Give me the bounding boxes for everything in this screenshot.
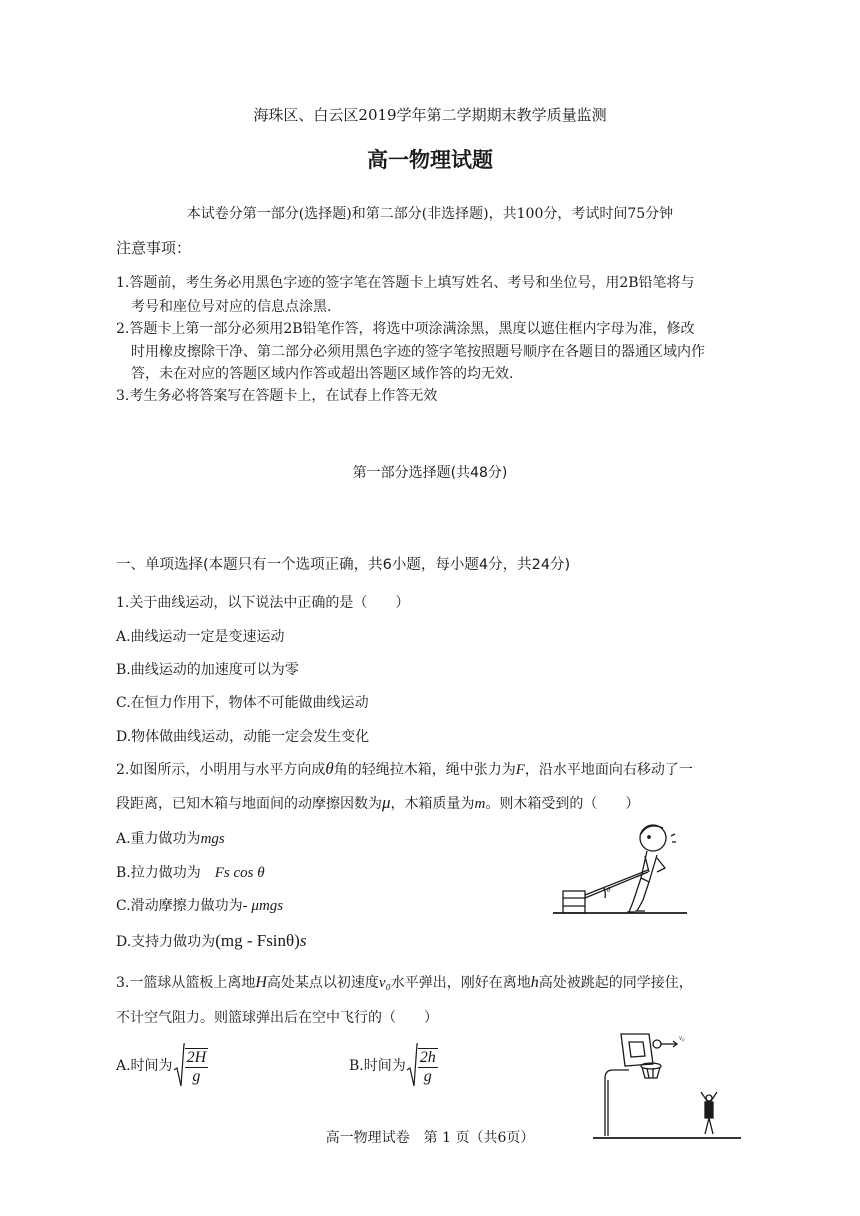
- q3-option-b-denominator: g: [423, 1067, 432, 1085]
- note-item-2-cont: 时用橡皮擦除干净、第二部分必须用黑色字迹的签字笔按照题号顺序在各题目的器通区域内作: [131, 344, 705, 360]
- q2-option-b-expr: Fs cos θ: [214, 865, 265, 881]
- force-symbol: F: [515, 762, 525, 778]
- q3-option-a-denominator: g: [192, 1067, 201, 1085]
- part1-title: 第一部分选择题(共48分): [352, 465, 508, 481]
- exam-title: 海珠区、白云区2019学年第二学期期末教学质量监测: [253, 106, 607, 124]
- q3-stem-part: 水平弹出，刚好在离地: [390, 975, 531, 991]
- q3-stem-part: 3.一篮球从篮板上离地: [116, 975, 256, 991]
- sqrt-sign-icon: [173, 1042, 185, 1088]
- q2-stem-part: 段距离，已知木箱与地面间的动摩擦因数为: [116, 796, 382, 812]
- q3-option-b: [349, 1042, 438, 1088]
- note-item-1: 1.答题前，考生务必用黑色字迹的签字笔在答题卡上填写姓名、考号和坐位号，用2B铅笔将与: [116, 275, 695, 291]
- note-item-2-cont2: 答，未在对应的答题区域内作答或超出答题区域作答的均无效.: [131, 366, 514, 382]
- q3-option-a-label: A.时间为: [116, 1058, 173, 1074]
- q1-option-d: D.物体做曲线运动，动能一定会发生变化: [116, 729, 370, 745]
- q2-stem-part: 角的轻绳拉木箱，绳中张力为: [333, 762, 516, 778]
- v0-figure-label: v₀: [679, 1034, 685, 1042]
- q2-option-d-s: s: [299, 931, 307, 950]
- q2-stem-line2: [116, 793, 639, 813]
- q2-option-d-expr: (mg - Fsinθ): [215, 931, 300, 950]
- q2-option-a: [116, 828, 225, 848]
- note-item-2: 2.答题卡上第一部分必须用2B铅笔作答，将选中项涂满涂黑，黑度以遮住框内字母为准，修改: [116, 321, 695, 337]
- mass-symbol: m: [474, 796, 486, 812]
- q3-stem-line1: [116, 972, 693, 992]
- theta-symbol: θ: [325, 759, 334, 778]
- q2-option-d: [116, 931, 306, 951]
- q2-option-d-label: D.支持力做功为: [116, 934, 216, 950]
- notes-heading: 注意事项：: [116, 239, 192, 257]
- q2-stem-part: 。则木箱受到的（ ）: [485, 796, 640, 812]
- q3-stem-part: 高处被跳起的同学接住，: [538, 975, 693, 991]
- intro-text: 本试卷分第一部分(选择题)和第二部分(非选择题)，共100分，考试时间75分钟: [186, 206, 674, 222]
- subject-title: 高一物理试题: [367, 148, 493, 172]
- q3-option-b-fraction: [418, 1048, 438, 1086]
- note-item-1-cont: 考号和座位号对应的信息点涂黑.: [131, 299, 332, 315]
- q1-option-b: B.曲线运动的加速度可以为零: [116, 662, 299, 678]
- q1-option-a: A.曲线运动一定是变速运动: [116, 629, 285, 645]
- boy-pulling-box-figure: [553, 822, 689, 916]
- section1-title: 一、单项选择(本题只有一个选项正确，共6小题，每小题4分，共24分): [116, 557, 571, 573]
- q2-option-b: [116, 862, 265, 882]
- page-footer: 高一物理试卷 第 1 页（共6页）: [325, 1130, 535, 1146]
- q1-stem: 1.关于曲线运动，以下说法中正确的是（ ）: [116, 595, 410, 611]
- q1-option-c: C.在恒力作用下，物体不可能做曲线运动: [116, 695, 369, 711]
- q3-option-a-numerator: 2H: [186, 1048, 207, 1066]
- q2-option-c-expr: - μmgs: [242, 898, 284, 914]
- q3-stem-part: 高处某点以初速度: [266, 975, 379, 991]
- mu-symbol: μ: [382, 793, 391, 812]
- q2-option-c-label: C.滑动摩擦力做功为: [116, 898, 243, 914]
- sqrt-sign-icon: [406, 1042, 418, 1088]
- q2-stem-part: 2.如图所示，小明用与水平方向成: [116, 762, 326, 778]
- q3-option-b-label: B.时间为: [349, 1058, 406, 1074]
- q2-option-b-label: B.拉力做功为: [116, 865, 201, 881]
- q2-option-a-expr: mgs: [200, 831, 225, 847]
- q2-option-c: [116, 895, 283, 915]
- q2-option-a-label: A.重力做功为: [116, 831, 201, 847]
- height-H-symbol: H: [255, 974, 267, 991]
- svg-text:θ: θ: [607, 886, 611, 894]
- q3-option-a-fraction: [185, 1048, 209, 1086]
- q2-stem-part: ，木箱质量为: [390, 796, 475, 812]
- basketball-hoop-figure: [593, 1028, 743, 1142]
- height-h-symbol: h: [530, 974, 539, 991]
- q3-option-b-numerator: 2h: [419, 1048, 436, 1066]
- q3-stem-line2: 不计空气阻力。则篮球弹出后在空中飞行的（ ）: [116, 1010, 438, 1026]
- q3-option-a: [116, 1042, 208, 1088]
- note-item-3: 3.考生务必将答案写在答题卡上，在试春上作答无效: [116, 388, 438, 404]
- q2-stem-part: ，沿水平地面向右移动了一: [524, 762, 693, 778]
- v0-symbol: v₀: [378, 975, 391, 991]
- q2-stem-line1: [116, 759, 693, 779]
